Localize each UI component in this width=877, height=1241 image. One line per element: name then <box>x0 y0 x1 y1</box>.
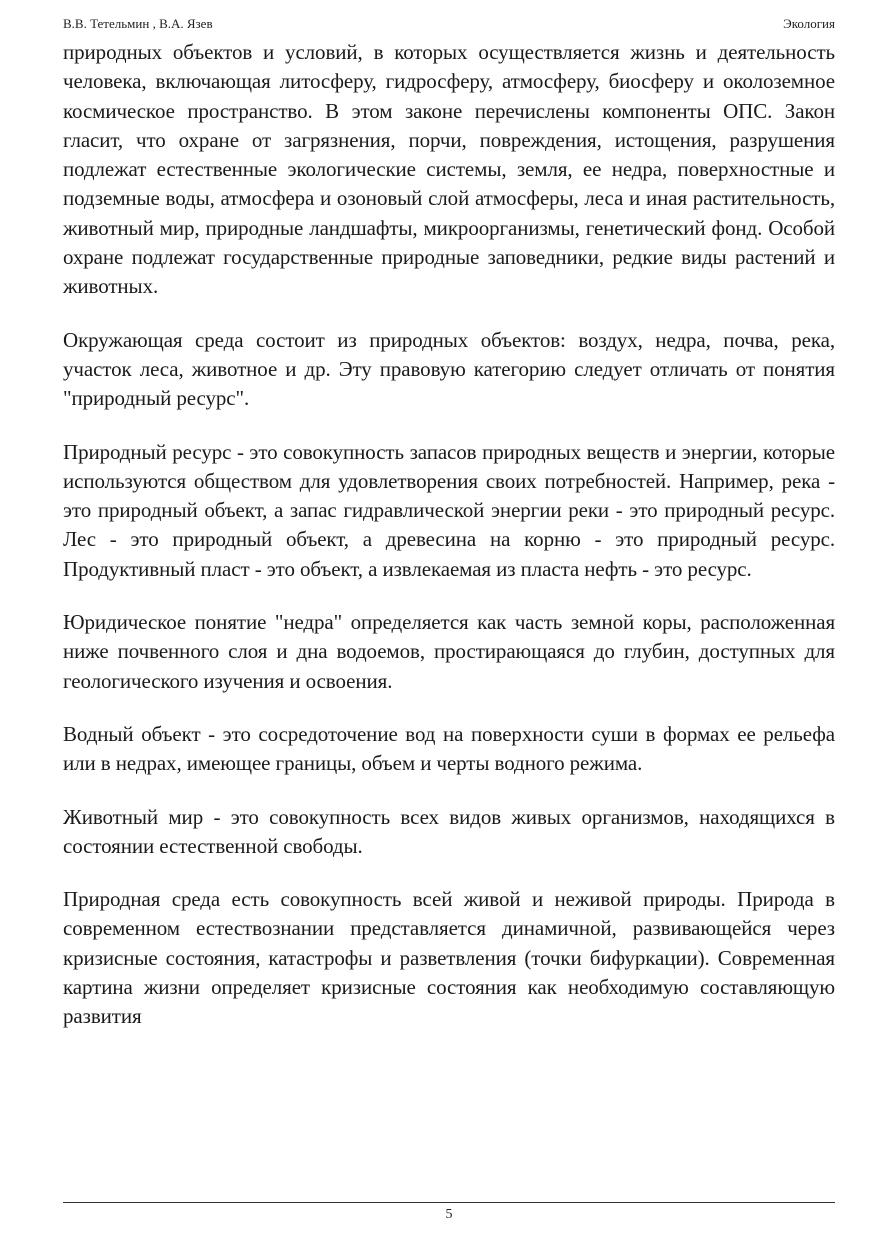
paragraph-environment: Окружающая среда состоит из природных объектов: воздух, недра, почва, река, участок леса, животное и др. Эту правовую категорию следует отличать от понятия "природный ресурс". <box>63 327 835 411</box>
footer-divider <box>63 1202 835 1203</box>
paragraph-natural-environment: Природная среда есть совокупность всей живой и неживой природы. Природа в современном естествознании представляется динамичной, развивающейся через кризисные состояния, катастрофы и разветвления (точки бифуркации). Современная картина жизни определяет кризисные состояния как необходимую составляющую развития <box>63 887 835 1029</box>
page-number: 5 <box>445 1207 453 1222</box>
header-title: Экология <box>783 16 835 31</box>
paragraph-natural-resource: Природный ресурс - это совокупность запасов природных веществ и энергии, которые используются обществом для удовлетворения своих потребностей. Например, река - это природный объект, а запас гидравлической энергии реки - это природный ресурс. Лес - это природный объект, а древесина на корню - это природный ресурс. Продуктивный пласт - это объект, а извлекаемая из пласта нефть - это ресурс. <box>63 439 835 581</box>
page-header <box>63 16 835 32</box>
paragraph-subsoil: Юридическое понятие "недра" определяется как часть земной коры, расположенная ниже почвенного слоя и дна водоемов, простирающаяся до глубин, доступных для геологического изучения и освоения. <box>63 610 835 693</box>
paragraph-animal-world: Животный мир - это совокупность всех видов живых организмов, находящихся в состоянии естественной свободы. <box>63 804 835 858</box>
header-authors: В.В. Тетельмин , В.А. Язев <box>63 16 213 31</box>
paragraph-water-object: Водный объект - это сосредоточение вод на поверхности суши в формах ее рельефа или в недрах, имеющее границы, объем и черты водного режима. <box>63 721 835 776</box>
paragraph-ops-components: природных объектов и условий, в которых осуществляется жизнь и деятельность человека, включающая литосферу, гидросферу, атмосферу, биосферу и околоземное космическое пространство. В этом законе перечислены компоненты ОПС. Закон гласит, что охране от загрязнения, порчи, повреждения, истощения, разрушения подлежат естественные экологические системы, земля, ее недра, поверхностные и подземные воды, атмосфера и озоновый слой атмосферы, леса и иная растительность, животный мир, природные ландшафты, микроорганизмы, генетический фонд. Особой охране подлежат государственные природные заповедники, редкие виды растений и животных. <box>63 40 835 299</box>
document-body <box>63 38 835 1032</box>
